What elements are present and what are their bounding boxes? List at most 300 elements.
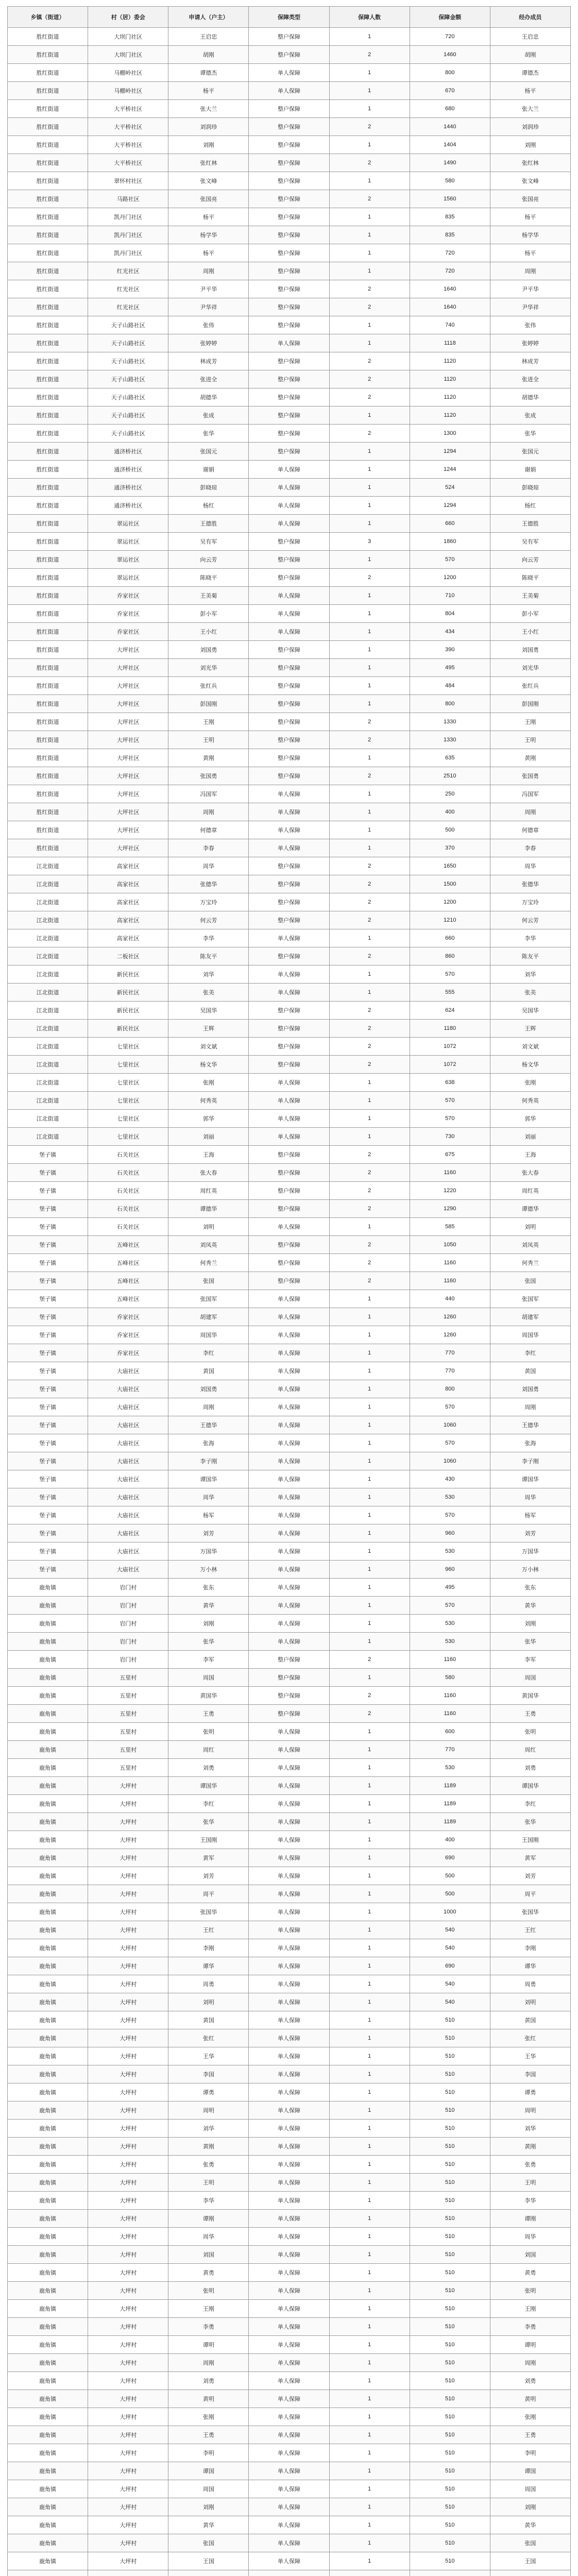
table-row bbox=[8, 947, 571, 965]
cell-amount: 1210 bbox=[410, 911, 490, 929]
cell-village: 大庙社区 bbox=[88, 1543, 168, 1561]
table-row bbox=[8, 2498, 571, 2516]
cell-amount: 510 bbox=[410, 2552, 490, 2570]
table-row bbox=[8, 533, 571, 551]
cell-amount: 1160 bbox=[410, 1272, 490, 1290]
cell-count: 1 bbox=[329, 551, 410, 569]
cell-township: 胜红街道 bbox=[8, 695, 88, 713]
table-row bbox=[8, 1687, 571, 1705]
cell-village: 高家社区 bbox=[88, 911, 168, 929]
cell-amount: 1294 bbox=[410, 497, 490, 515]
cell-amount: 484 bbox=[410, 677, 490, 695]
cell-handler: 王刚 bbox=[490, 713, 570, 731]
table-row bbox=[8, 1957, 571, 1975]
cell-count: 1 bbox=[329, 605, 410, 623]
cell-count: 2 bbox=[329, 1236, 410, 1254]
cell-village: 翠运社区 bbox=[88, 569, 168, 587]
cell-type: 单人保障 bbox=[249, 1579, 329, 1597]
cell-count: 1 bbox=[329, 262, 410, 280]
cell-amount: 1640 bbox=[410, 298, 490, 316]
cell-handler: 何云芳 bbox=[490, 911, 570, 929]
cell-applicant: 刘明 bbox=[168, 1218, 249, 1236]
cell-count: 1 bbox=[329, 2029, 410, 2047]
cell-township: 胜红街道 bbox=[8, 533, 88, 551]
cell-village: 翠运社区 bbox=[88, 533, 168, 551]
cell-village: 新民社区 bbox=[88, 1002, 168, 1020]
cell-count: 1 bbox=[329, 2210, 410, 2228]
cell-handler: 王小红 bbox=[490, 623, 570, 641]
cell-type: 单人保障 bbox=[249, 1903, 329, 1921]
cell-type: 整户保障 bbox=[249, 1651, 329, 1669]
cell-handler: 张国元 bbox=[490, 443, 570, 461]
cell-handler: 王国 bbox=[490, 2552, 570, 2570]
cell-handler: 李华 bbox=[490, 2192, 570, 2210]
cell-village: 大坪村 bbox=[88, 2047, 168, 2065]
cell-township: 堡子镇 bbox=[8, 1470, 88, 1488]
cell-township: 江北街道 bbox=[8, 1110, 88, 1128]
cell-type: 整户保障 bbox=[249, 118, 329, 136]
cell-township: 胜红街道 bbox=[8, 316, 88, 334]
cell-amount: 1290 bbox=[410, 1200, 490, 1218]
cell-amount: 1120 bbox=[410, 352, 490, 370]
table-row bbox=[8, 1543, 571, 1561]
cell-township: 胜红街道 bbox=[8, 118, 88, 136]
cell-handler: 张德华 bbox=[490, 875, 570, 893]
cell-village: 大坪村 bbox=[88, 1975, 168, 1993]
cell-type: 单人保障 bbox=[249, 587, 329, 605]
cell-handler: 彭小军 bbox=[490, 605, 570, 623]
cell-type: 单人保障 bbox=[249, 1543, 329, 1561]
cell-handler: 吴有军 bbox=[490, 533, 570, 551]
column-header-count: 保障人数 bbox=[329, 7, 410, 28]
cell-handler: 刘丽 bbox=[490, 1128, 570, 1146]
cell-village: 大坪村 bbox=[88, 1795, 168, 1813]
cell-applicant: 张进全 bbox=[168, 370, 249, 388]
cell-village: 大坪村 bbox=[88, 2083, 168, 2102]
cell-village: 大坪村 bbox=[88, 2516, 168, 2534]
cell-handler: 张大春 bbox=[490, 1164, 570, 1182]
cell-township: 江北街道 bbox=[8, 1020, 88, 1038]
cell-amount: 530 bbox=[410, 1488, 490, 1506]
cell-handler: 黄国 bbox=[490, 1362, 570, 1380]
cell-township: 堡子镇 bbox=[8, 1416, 88, 1434]
cell-township: 胜红街道 bbox=[8, 677, 88, 695]
cell-applicant: 黄明 bbox=[168, 2390, 249, 2408]
cell-village: 大平桥社区 bbox=[88, 100, 168, 118]
cell-handler: 张华 bbox=[490, 1633, 570, 1651]
cell-amount: 800 bbox=[410, 1380, 490, 1398]
cell-amount: 250 bbox=[410, 785, 490, 803]
cell-applicant: 刘华 bbox=[168, 2120, 249, 2138]
cell-township: 胜红街道 bbox=[8, 461, 88, 479]
cell-township: 堡子镇 bbox=[8, 1561, 88, 1579]
table-row bbox=[8, 118, 571, 136]
cell-township: 鹿角镇 bbox=[8, 1903, 88, 1921]
cell-amount: 1490 bbox=[410, 154, 490, 172]
cell-applicant: 谭勇 bbox=[168, 2083, 249, 2102]
cell-village: 五里村 bbox=[88, 1723, 168, 1741]
cell-handler: 张婷婷 bbox=[490, 334, 570, 352]
cell-township: 胜红街道 bbox=[8, 497, 88, 515]
cell-amount: 1860 bbox=[410, 533, 490, 551]
cell-count: 1 bbox=[329, 1813, 410, 1831]
cell-applicant: 张国华 bbox=[168, 1903, 249, 1921]
cell-count: 1 bbox=[329, 2102, 410, 2120]
cell-amount: 720 bbox=[410, 28, 490, 46]
cell-applicant: 杨平 bbox=[168, 244, 249, 262]
cell-applicant: 吴国华 bbox=[168, 1002, 249, 1020]
cell-township: 堡子镇 bbox=[8, 1182, 88, 1200]
cell-applicant: 杨文华 bbox=[168, 1056, 249, 1074]
cell-village: 大坪社区 bbox=[88, 803, 168, 821]
cell-count: 1 bbox=[329, 2192, 410, 2210]
cell-handler: 张大兰 bbox=[490, 100, 570, 118]
cell-applicant: 张国军 bbox=[168, 1290, 249, 1308]
cell-township: 鹿角镇 bbox=[8, 1723, 88, 1741]
cell-count: 2 bbox=[329, 1254, 410, 1272]
cell-township: 堡子镇 bbox=[8, 1254, 88, 1272]
cell-type: 单人保障 bbox=[249, 1362, 329, 1380]
cell-village: 天子山路社区 bbox=[88, 406, 168, 425]
cell-township: 鹿角镇 bbox=[8, 1813, 88, 1831]
cell-amount: 635 bbox=[410, 749, 490, 767]
cell-village: 天子山路社区 bbox=[88, 334, 168, 352]
cell-count: 1 bbox=[329, 1092, 410, 1110]
cell-applicant: 李华 bbox=[168, 2192, 249, 2210]
cell-handler: 杨平 bbox=[490, 244, 570, 262]
cell-applicant: 胡德华 bbox=[168, 388, 249, 406]
table-row bbox=[8, 803, 571, 821]
cell-village: 大坪社区 bbox=[88, 731, 168, 749]
cell-applicant: 李军 bbox=[168, 1651, 249, 1669]
cell-applicant: 李华 bbox=[168, 929, 249, 947]
cell-handler: 刘华 bbox=[490, 965, 570, 984]
cell-village: 五峰社区 bbox=[88, 1254, 168, 1272]
column-header-village: 村（居）委会 bbox=[88, 7, 168, 28]
cell-applicant: 刘刚 bbox=[168, 1615, 249, 1633]
table-row bbox=[8, 515, 571, 533]
cell-applicant: 刘芳 bbox=[168, 1867, 249, 1885]
cell-applicant: 周华 bbox=[168, 2228, 249, 2246]
cell-type bbox=[249, 2570, 329, 2576]
table-row bbox=[8, 1705, 571, 1723]
cell-village: 天子山路社区 bbox=[88, 352, 168, 370]
cell-handler: 张明 bbox=[490, 1723, 570, 1741]
cell-type: 单人保障 bbox=[249, 1597, 329, 1615]
cell-count: 2 bbox=[329, 280, 410, 298]
cell-township: 鹿角镇 bbox=[8, 2426, 88, 2444]
cell-amount: 390 bbox=[410, 641, 490, 659]
cell-township: 鹿角镇 bbox=[8, 1759, 88, 1777]
cell-type: 单人保障 bbox=[249, 1633, 329, 1651]
cell-applicant: 刘国勇 bbox=[168, 1380, 249, 1398]
table-row bbox=[8, 406, 571, 425]
cell-amount: 510 bbox=[410, 2336, 490, 2354]
cell-applicant: 谭国 bbox=[168, 2462, 249, 2480]
cell-count: 1 bbox=[329, 2552, 410, 2570]
cell-count: 2 bbox=[329, 1020, 410, 1038]
cell-applicant: 张国 bbox=[168, 1272, 249, 1290]
cell-village: 七里社区 bbox=[88, 1038, 168, 1056]
cell-applicant: 李国 bbox=[168, 2065, 249, 2083]
table-row bbox=[8, 1524, 571, 1543]
table-row bbox=[8, 64, 571, 82]
cell-village: 五里村 bbox=[88, 1687, 168, 1705]
cell-count: 1 bbox=[329, 28, 410, 46]
cell-count: 2 bbox=[329, 767, 410, 785]
cell-count: 1 bbox=[329, 1867, 410, 1885]
cell-handler: 彭国刚 bbox=[490, 695, 570, 713]
cell-applicant: 周刚 bbox=[168, 1398, 249, 1416]
cell-type: 单人保障 bbox=[249, 1326, 329, 1344]
cell-type: 单人保障 bbox=[249, 821, 329, 839]
cell-handler: 周刚 bbox=[490, 262, 570, 280]
cell-applicant: 彭小军 bbox=[168, 605, 249, 623]
cell-handler: 周华 bbox=[490, 857, 570, 875]
cell-village: 大坪村 bbox=[88, 1831, 168, 1849]
table-row bbox=[8, 2336, 571, 2354]
cell-type: 单人保障 bbox=[249, 2228, 329, 2246]
cell-applicant: 李勇 bbox=[168, 2318, 249, 2336]
cell-count: 1 bbox=[329, 1831, 410, 1849]
cell-count: 1 bbox=[329, 695, 410, 713]
cell-village: 大坪社区 bbox=[88, 641, 168, 659]
cell-village: 五峰社区 bbox=[88, 1236, 168, 1254]
cell-applicant: 万国华 bbox=[168, 1543, 249, 1561]
cell-type: 整户保障 bbox=[249, 154, 329, 172]
cell-type: 单人保障 bbox=[249, 2426, 329, 2444]
cell-count: 1 bbox=[329, 244, 410, 262]
cell-handler: 张国军 bbox=[490, 1290, 570, 1308]
cell-type: 单人保障 bbox=[249, 929, 329, 947]
cell-applicant: 刘润珍 bbox=[168, 118, 249, 136]
table-row bbox=[8, 2444, 571, 2462]
cell-handler: 林成芳 bbox=[490, 352, 570, 370]
table-row bbox=[8, 1723, 571, 1741]
cell-township: 胜红街道 bbox=[8, 244, 88, 262]
cell-type: 单人保障 bbox=[249, 1993, 329, 2011]
cell-count: 2 bbox=[329, 857, 410, 875]
cell-village: 高家社区 bbox=[88, 929, 168, 947]
cell-handler: 张文峰 bbox=[490, 172, 570, 190]
cell-amount: 510 bbox=[410, 2426, 490, 2444]
cell-count: 2 bbox=[329, 154, 410, 172]
cell-amount: 510 bbox=[410, 2408, 490, 2426]
cell-township: 鹿角镇 bbox=[8, 2246, 88, 2264]
cell-village: 大平桥社区 bbox=[88, 118, 168, 136]
cell-village: 大庙社区 bbox=[88, 1488, 168, 1506]
cell-handler: 李华 bbox=[490, 929, 570, 947]
cell-type: 单人保障 bbox=[249, 1921, 329, 1939]
cell-handler: 张国勇 bbox=[490, 767, 570, 785]
table-row bbox=[8, 1308, 571, 1326]
cell-amount: 660 bbox=[410, 515, 490, 533]
cell-township: 胜红街道 bbox=[8, 839, 88, 857]
cell-handler: 张国亮 bbox=[490, 190, 570, 208]
cell-count: 1 bbox=[329, 587, 410, 605]
cell-count: 1 bbox=[329, 100, 410, 118]
cell-township: 胜红街道 bbox=[8, 226, 88, 244]
cell-count: 1 bbox=[329, 2138, 410, 2156]
cell-count: 1 bbox=[329, 443, 410, 461]
cell-handler: 李勇 bbox=[490, 2318, 570, 2336]
cell-count: 1 bbox=[329, 1615, 410, 1633]
cell-handler: 刘芳 bbox=[490, 1867, 570, 1885]
cell-village: 大坪村 bbox=[88, 2065, 168, 2083]
column-header-handler: 经办成员 bbox=[490, 7, 570, 28]
cell-village: 大坪村 bbox=[88, 1993, 168, 2011]
cell-handler: 王明 bbox=[490, 731, 570, 749]
cell-type: 单人保障 bbox=[249, 2480, 329, 2498]
cell-type: 单人保障 bbox=[249, 2462, 329, 2480]
cell-type: 单人保障 bbox=[249, 2264, 329, 2282]
cell-village: 大坪社区 bbox=[88, 695, 168, 713]
cell-applicant: 王勇 bbox=[168, 2426, 249, 2444]
table-row bbox=[8, 28, 571, 46]
cell-count: 1 bbox=[329, 406, 410, 425]
cell-village: 五峰社区 bbox=[88, 1272, 168, 1290]
cell-type: 单人保障 bbox=[249, 1759, 329, 1777]
cell-count: 1 bbox=[329, 2246, 410, 2264]
cell-type: 整户保障 bbox=[249, 28, 329, 46]
cell-type: 整户保障 bbox=[249, 659, 329, 677]
cell-township: 江北街道 bbox=[8, 1002, 88, 1020]
cell-handler: 王海 bbox=[490, 1146, 570, 1164]
cell-township: 鹿角镇 bbox=[8, 2534, 88, 2552]
cell-applicant: 周华 bbox=[168, 857, 249, 875]
cell-handler: 李红 bbox=[490, 1344, 570, 1362]
cell-count: 1 bbox=[329, 1597, 410, 1615]
cell-amount: 510 bbox=[410, 2516, 490, 2534]
table-row bbox=[8, 1020, 571, 1038]
cell-township: 鹿角镇 bbox=[8, 2462, 88, 2480]
cell-type: 整户保障 bbox=[249, 947, 329, 965]
cell-village: 马棚岭社区 bbox=[88, 82, 168, 100]
table-row bbox=[8, 2156, 571, 2174]
cell-handler: 胡德华 bbox=[490, 388, 570, 406]
cell-amount: 510 bbox=[410, 2444, 490, 2462]
cell-township: 鹿角镇 bbox=[8, 2065, 88, 2083]
cell-applicant: 王辉 bbox=[168, 1020, 249, 1038]
table-row bbox=[8, 298, 571, 316]
table-row bbox=[8, 1651, 571, 1669]
cell-village: 凯丹门社区 bbox=[88, 226, 168, 244]
cell-township: 胜红街道 bbox=[8, 425, 88, 443]
cell-village: 大坪社区 bbox=[88, 677, 168, 695]
cell-handler: 杨学华 bbox=[490, 226, 570, 244]
cell-applicant: 刘明 bbox=[168, 1993, 249, 2011]
cell-amount: 1189 bbox=[410, 1777, 490, 1795]
cell-amount: 1440 bbox=[410, 118, 490, 136]
cell-applicant: 周刚 bbox=[168, 262, 249, 280]
cell-township: 鹿角镇 bbox=[8, 2156, 88, 2174]
cell-amount: 585 bbox=[410, 1218, 490, 1236]
cell-type: 单人保障 bbox=[249, 1488, 329, 1506]
cell-type: 整户保障 bbox=[249, 731, 329, 749]
cell-village: 二板社区 bbox=[88, 947, 168, 965]
cell-type: 单人保障 bbox=[249, 2011, 329, 2029]
cell-village: 大坪村 bbox=[88, 2498, 168, 2516]
cell-handler: 黄刚 bbox=[490, 2138, 570, 2156]
cell-amount: 1160 bbox=[410, 1254, 490, 1272]
cell-township: 胜红街道 bbox=[8, 280, 88, 298]
cell-village: 大坪村 bbox=[88, 2192, 168, 2210]
cell-village: 石关社区 bbox=[88, 1146, 168, 1164]
cell-type: 单人保障 bbox=[249, 1074, 329, 1092]
table-row bbox=[8, 46, 571, 64]
cell-amount: 1120 bbox=[410, 406, 490, 425]
cell-applicant: 黄刚 bbox=[168, 749, 249, 767]
cell-type: 单人保障 bbox=[249, 1849, 329, 1867]
cell-count: 1 bbox=[329, 2480, 410, 2498]
cell-township: 鹿角镇 bbox=[8, 1741, 88, 1759]
cell-applicant: 李子刚 bbox=[168, 1452, 249, 1470]
cell-handler: 周刚 bbox=[490, 2354, 570, 2372]
cell-handler: 万国华 bbox=[490, 1543, 570, 1561]
cell-township: 鹿角镇 bbox=[8, 1615, 88, 1633]
cell-township: 鹿角镇 bbox=[8, 2120, 88, 2138]
cell-village: 乔家社区 bbox=[88, 1326, 168, 1344]
cell-count: 2 bbox=[329, 1002, 410, 1020]
cell-applicant: 周红英 bbox=[168, 1182, 249, 1200]
cell-amount: 440 bbox=[410, 1290, 490, 1308]
cell-count: 2 bbox=[329, 1182, 410, 1200]
cell-handler: 王刚 bbox=[490, 2300, 570, 2318]
cell-township: 堡子镇 bbox=[8, 1452, 88, 1470]
cell-township: 胜红街道 bbox=[8, 569, 88, 587]
table-row bbox=[8, 893, 571, 911]
cell-count: 1 bbox=[329, 1957, 410, 1975]
cell-applicant: 周国 bbox=[168, 1669, 249, 1687]
cell-applicant: 谭德杰 bbox=[168, 64, 249, 82]
cell-type: 单人保障 bbox=[249, 1524, 329, 1543]
cell-applicant: 周华 bbox=[168, 1488, 249, 1506]
cell-village: 大坪村 bbox=[88, 2408, 168, 2426]
table-row bbox=[8, 713, 571, 731]
cell-count: 1 bbox=[329, 929, 410, 947]
table-row bbox=[8, 461, 571, 479]
table-row bbox=[8, 911, 571, 929]
cell-type: 单人保障 bbox=[249, 2516, 329, 2534]
cell-type: 整户保障 bbox=[249, 1038, 329, 1056]
cell-applicant: 刘勇 bbox=[168, 1759, 249, 1777]
cell-township: 堡子镇 bbox=[8, 1506, 88, 1524]
cell-type: 整户保障 bbox=[249, 551, 329, 569]
cell-applicant: 陈友平 bbox=[168, 947, 249, 965]
cell-applicant: 周平 bbox=[168, 1885, 249, 1903]
cell-applicant: 张华 bbox=[168, 425, 249, 443]
cell-township: 堡子镇 bbox=[8, 1272, 88, 1290]
cell-handler: 张东 bbox=[490, 1579, 570, 1597]
cell-handler: 周刚 bbox=[490, 803, 570, 821]
table-body bbox=[8, 28, 571, 2576]
cell-type: 单人保障 bbox=[249, 461, 329, 479]
cell-applicant: 胡建军 bbox=[168, 1308, 249, 1326]
cell-handler: 张伟 bbox=[490, 316, 570, 334]
table-row bbox=[8, 1290, 571, 1308]
cell-village: 大坪村 bbox=[88, 2246, 168, 2264]
cell-count: 1 bbox=[329, 2083, 410, 2102]
cell-handler: 王勇 bbox=[490, 2426, 570, 2444]
cell-type: 单人保障 bbox=[249, 1398, 329, 1416]
cell-township: 鹿角镇 bbox=[8, 1597, 88, 1615]
cell-applicant: 周刚 bbox=[168, 2354, 249, 2372]
cell-township: 鹿角镇 bbox=[8, 2192, 88, 2210]
cell-village: 大坪村 bbox=[88, 2480, 168, 2498]
cell-township: 胜红街道 bbox=[8, 623, 88, 641]
cell-type: 整户保障 bbox=[249, 1669, 329, 1687]
cell-village: 大坪村 bbox=[88, 2372, 168, 2390]
